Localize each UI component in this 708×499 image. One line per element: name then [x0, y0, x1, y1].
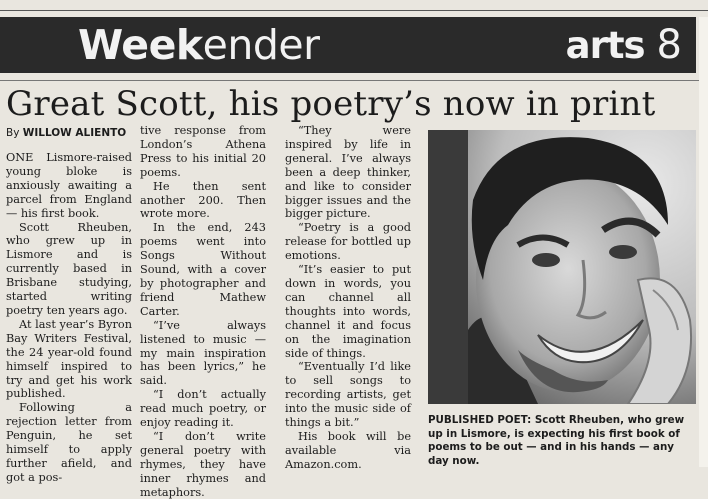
paragraph: tive response from London’s Athena Press to his initial 20 poems. [140, 124, 266, 179]
section-label [566, 17, 682, 73]
paragraph: In the end, 243 poems went into Songs Without Sound, with a cover by photographer and friend Mathew Carter. [140, 221, 266, 318]
caption-text: Scott Rheuben, who grew up in Lismore, is expecting his first book of poems to be out — and in his hands — any day now. [428, 414, 685, 467]
paragraph: At last year’s Byron Bay Writers Festival, the 24 year-old found himself inspired to try and get his work published. [6, 317, 132, 401]
page-edge [699, 17, 708, 467]
paragraph: His book will be available via Amazon.com. [285, 429, 411, 471]
paragraph: “I don’t write general poetry with rhymes, they have inner rhymes and metaphors. [140, 429, 266, 499]
paragraph: ONE Lismore-raised young bloke is anxiously awaiting a parcel from England — his first book. [6, 151, 132, 220]
masthead [78, 17, 319, 73]
author-name: WILLOW ALIENTO [22, 127, 127, 139]
byline-prefix: By [6, 127, 20, 139]
article-headline: Great Scott, his poetry’s now in print [6, 84, 656, 124]
section-banner [0, 17, 696, 73]
paragraph: Following a rejection letter from Penguin, he set himself to apply further afield, and got a pos- [6, 401, 132, 484]
caption-lead: PUBLISHED POET: [428, 414, 532, 426]
paragraph: “They were inspired by life in general. I’ve always been a deep thinker, and like to consider bigger issues and the bigger picture. [285, 124, 411, 221]
paragraph: “I’ve always listened to music — my main inspiration has been lyrics,” he said. [140, 318, 266, 388]
banner-rule [0, 80, 708, 81]
section-name: arts [565, 24, 645, 67]
column-3 [285, 124, 411, 472]
portrait-illustration [428, 130, 696, 404]
byline [6, 127, 126, 139]
top-rule [0, 10, 708, 11]
page-number: 8 [656, 22, 682, 68]
paragraph: He then sent another 200. Then wrote more. [140, 179, 266, 221]
paragraph: “Eventually I’d like to sell songs to recording artists, get into the music side of things a bit.” [285, 360, 411, 430]
column-1 [6, 151, 132, 485]
masthead-light: ender [202, 21, 320, 69]
paragraph: Scott Rheuben, who grew up in Lismore and is currently based in Brisbane studying, started writing poetry ten years ago. [6, 220, 132, 317]
masthead-bold: Week [78, 21, 203, 69]
column-2 [140, 124, 266, 499]
photo-caption [428, 414, 698, 468]
paragraph: “It’s easier to put down in words, you can channel all thoughts into words, channel it and focus on the imagination side of things. [285, 263, 411, 360]
paragraph: “I don’t actually read much poetry, or enjoy reading it. [140, 388, 266, 430]
paragraph: “Poetry is a good release for bottled up emotions. [285, 221, 411, 263]
portrait-photo [428, 130, 696, 404]
